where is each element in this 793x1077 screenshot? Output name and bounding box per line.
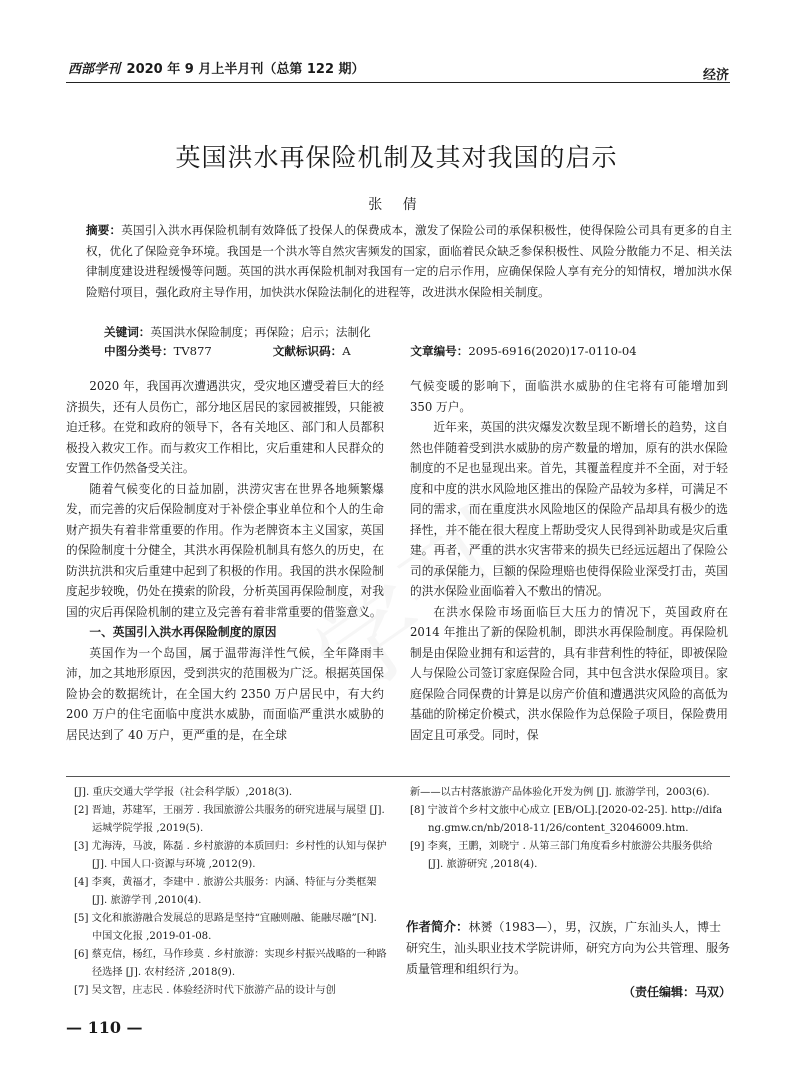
reference-item: [3] 尤海涛，马波，陈磊 . 乡村旅游的本质回归：乡村性的认知与保护 [J]. 中国人口·资源与环境 ,2012(9). xyxy=(74,841,387,870)
body-paragraph: 近年来，英国的洪灾爆发次数呈现不断增长的趋势，这自然也伴随着受到洪水威胁的房产数量的增加，原有的洪水保险制度的不足也显现出来。首先，其覆盖程度并不全面，对于轻度和中度的洪水风险地区推出的保险产品较为多样，可满足不同的需求，而在重度洪水风险地区的保险产品却具有极少的选择性，并不能在很大程度上帮助受灾人民得到补助或是灾后重建。再者，严重的洪水灾害带来的损失已经远远超出了保险公司的承保能力，巨额的保险理赔也使得保险业深受打击，英国的洪水保险业面临着入不敷出的情况。 xyxy=(410,420,728,598)
issue-info: 2020 年 9 月上半月刊（总第 122 期） xyxy=(126,62,365,77)
article-no-label: 文章编号： xyxy=(410,344,469,358)
page-number: — 110 — xyxy=(66,1018,143,1037)
abstract-text: 英国引入洪水再保险机制有效降低了投保人的保费成本，激发了保险公司的承保积极性，使得保险公司具有更多的自主权，优化了保险竞争环境。我国是一个洪水等自然灾害频发的国家，面临着民众缺乏参保积极性、风险分散能力不足、相关法律制度建设进程缓慢等问题。英国的洪水再保险机制对我国有一定的启示作用，应确保保险人享有充分的知情权，增加洪水保险赔付项目，强化政府主导作用，加快洪水保险法制化的进程等，改进洪水保险相关制度。 xyxy=(86,223,732,299)
section-label: 经济 xyxy=(702,68,729,83)
editor-note: （责任编辑：马双） xyxy=(622,985,731,999)
body-paragraph: 英国作为一个岛国，属于温带海洋性气候，全年降雨丰沛，加之其地形原因，受到洪灾的范围极为广泛。根据英国保险协会的数据统计，在全国大约 2350 万户居民中，有大约 200 万户的住宅面临中度洪水威胁，而面临严重洪水威胁的居民达到了 40 万户，更严重的是，在全球 xyxy=(66,645,384,742)
reference-item: 新——以古村落旅游产品体验化开发为例 [J]. 旅游学刊，2003(6). xyxy=(410,787,710,798)
clc-value: TV877 xyxy=(173,344,212,358)
body-paragraph: 2020 年，我国再次遭遇洪灾，受灾地区遭受着巨大的经济损失，还有人员伤亡，部分地区居民的家园被摧毁，只能被迫迁移。在党和政府的领导下，各有关地区、部门和人员都积极投入救灾工作。而与救灾工作相比，灾后重建和人民群众的安置工作仍然备受关注。 xyxy=(66,379,384,475)
abstract-label: 摘要： xyxy=(86,223,122,237)
classification-line xyxy=(104,343,734,359)
article-no-value: 2095-6916(2020)17-0110-04 xyxy=(468,344,637,358)
bio-label: 作者简介： xyxy=(406,919,469,934)
references-left xyxy=(70,784,390,1000)
body-paragraph: 在洪水保险市场面临巨大压力的情况下，英国政府在 2014 年推出了新的保险机制，即洪水再保险制度。再保险机制是由保险业拥有和运营的，具有非营利性的特征，即被保险人与保险公司签订家庭保险合同，其中包含洪水保险项目。家庭保险合同保费的计算是以房产价值和遭遇洪灾风险的高低为基础的阶梯定价模式，洪水保险作为总保险子项目，保险费用固定且可承受。同时，保 xyxy=(410,604,728,742)
journal-name: 西部学刊 xyxy=(68,62,121,77)
doc-code-label: 文献标识码： xyxy=(272,344,343,358)
reference-item: [6] 蔡克信，杨红，马作珍莫 . 乡村旅游：实现乡村振兴战略的一种路径选择 [J]. 农村经济 ,2018(9). xyxy=(74,949,387,978)
article-title: 英国洪水再保险机制及其对我国的启示 xyxy=(175,143,618,172)
section-heading: 一、英国引入洪水再保险制度的原因 xyxy=(89,625,277,639)
doc-code-value: A xyxy=(342,344,351,358)
running-header xyxy=(68,58,365,77)
reference-item: [7] 吴文智，庄志民 . 体验经济时代下旅游产品的设计与创 xyxy=(74,985,336,996)
article-author: 张 倩 xyxy=(368,197,425,213)
body-column-left xyxy=(66,376,384,745)
keywords-label: 关键词： xyxy=(104,325,151,339)
author-bio xyxy=(406,916,732,980)
reference-item: [5] 文化和旅游融合发展总的思路是坚持“宜融则融、能融尽融”[N]. 中国文化报 ,2019-01-08. xyxy=(74,913,377,942)
body-paragraph: 随着气候变化的日益加剧，洪涝灾害在世界各地频繁爆发，而完善的灾后保险制度对于补偿企事业单位和个人的生命财产损失有着非常重要的作用。作为老牌资本主义国家，英国的保险制度十分健全，其洪水再保险机制具有悠久的历史，在防洪抗洪和灾后重建中起到了积极的作用。我国的洪水保险制度起步较晚，仍处在摸索的阶段，分析英国再保险制度，对我国的灾后再保险机制的建立及完善有着非常重要的借鉴意义。 xyxy=(66,481,384,619)
reference-item: [8] 宁波首个乡村文旅中心成立 [EB/OL].[2020-02-25]. http://difang.gmw.cn/nb/2018-11/26/content_32046009.htm. xyxy=(410,805,723,834)
keywords-text: 英国洪水保险制度；再保险；启示；法制化 xyxy=(150,325,371,339)
header-rule xyxy=(66,82,730,83)
keywords xyxy=(104,324,371,340)
clc-label: 中图分类号： xyxy=(104,344,174,358)
reference-item: [4] 李爽，黄福才，李建中 . 旅游公共服务：内涵、特征与分类框架 [J]. 旅游学刊 ,2010(4). xyxy=(74,877,377,906)
body-paragraph: 气候变暖的影响下，面临洪水威胁的住宅将有可能增加到 350 万户。 xyxy=(410,379,728,414)
reference-item: [2] 晋迪，苏建军，王丽芳 . 我国旅游公共服务的研究进展与展望 [J]. 运城学院学报 ,2019(5). xyxy=(74,805,385,834)
abstract xyxy=(86,220,732,302)
reference-item: [9] 李爽，王鹏，刘晓宁 . 从第三部门角度看乡村旅游公共服务供给 [J]. 旅游研究 ,2018(4). xyxy=(410,841,713,870)
body-column-right xyxy=(410,376,728,745)
references-right xyxy=(406,784,726,874)
bio-text: 林赟（1983—），男，汉族，广东汕头人，博士研究生，汕头职业技术学院讲师，研究方向为公共管理、服务质量管理和组织行为。 xyxy=(406,920,731,976)
reference-item: [J]. 重庆交通大学学报（社会科学版）,2018(3). xyxy=(74,787,293,798)
references-rule xyxy=(66,776,730,777)
